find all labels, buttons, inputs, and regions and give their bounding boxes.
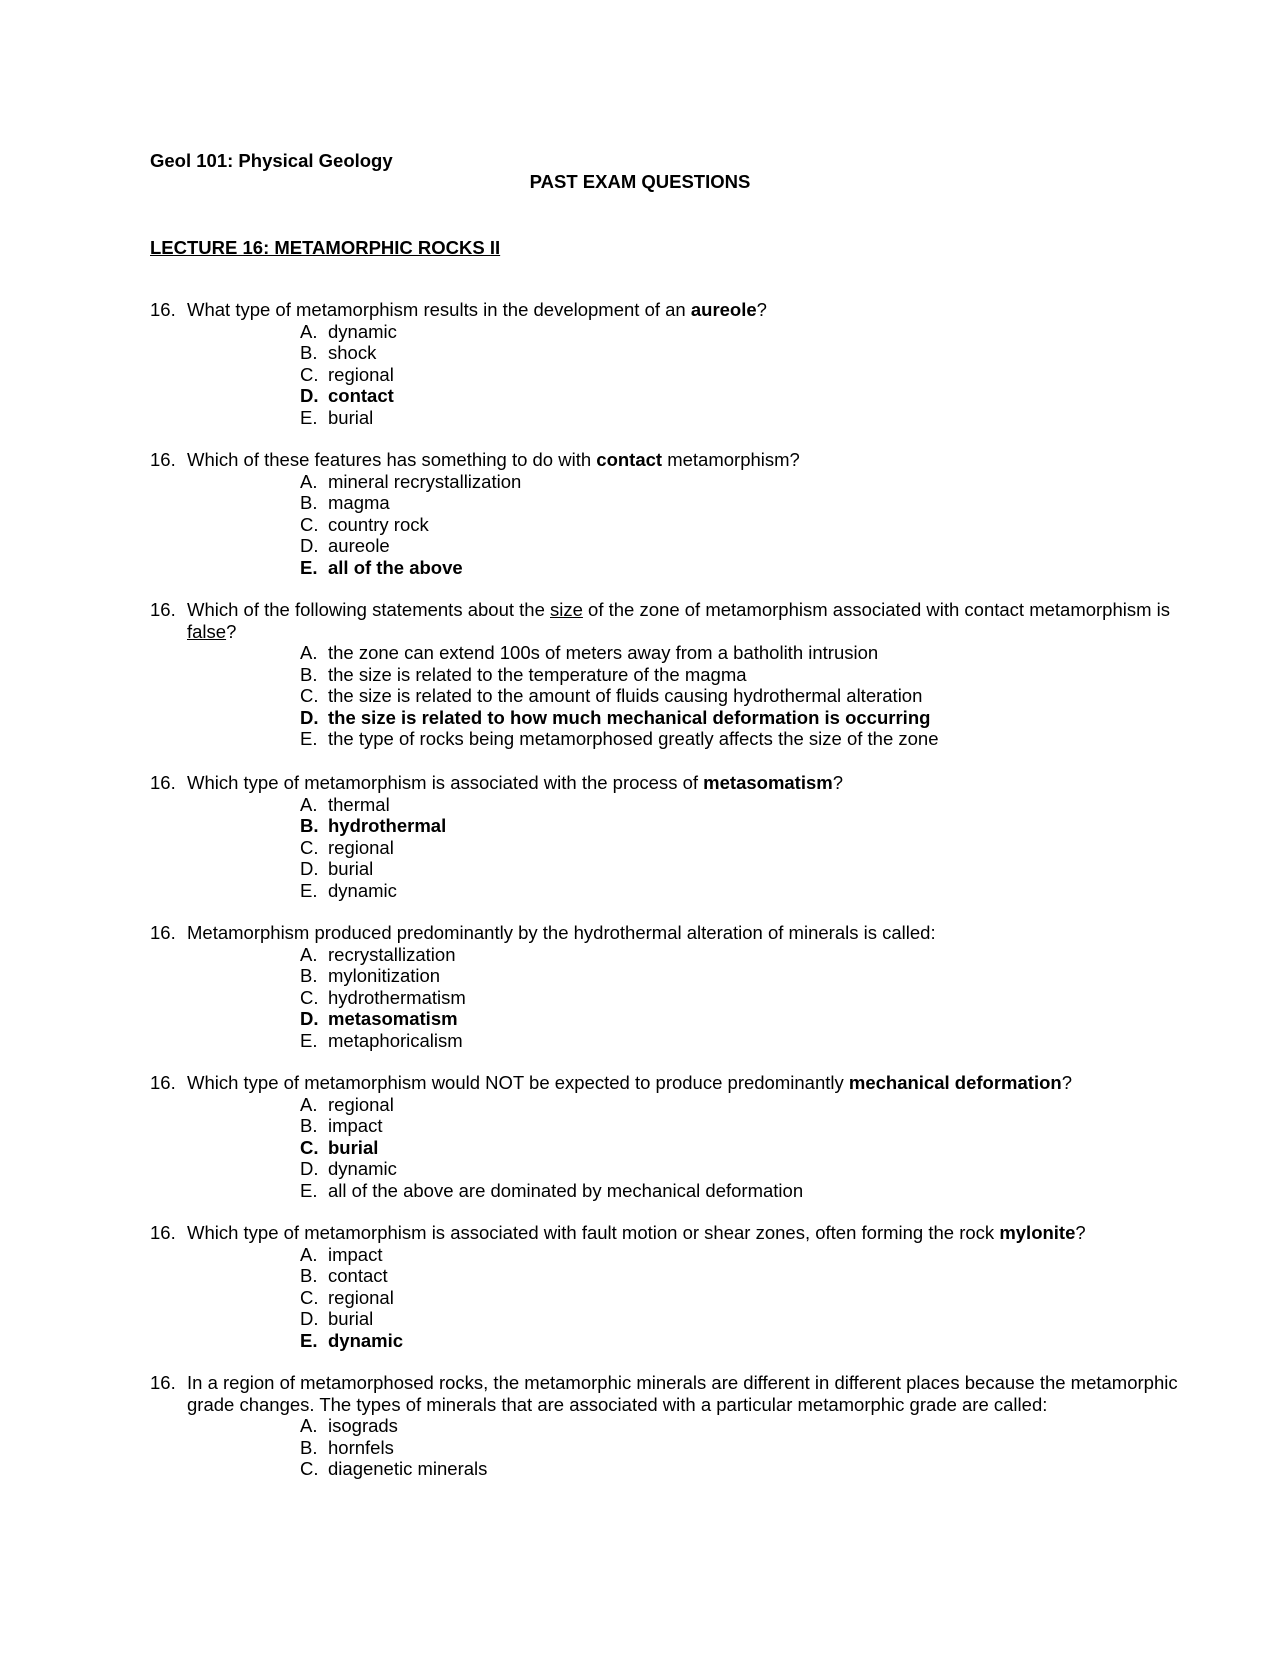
option-text: magma [328, 492, 390, 513]
lecture-heading: LECTURE 16: METAMORPHIC ROCKS II [150, 237, 501, 258]
option-letter: A. [300, 943, 318, 965]
answer-option [150, 1308, 1190, 1330]
answer-option [150, 1287, 1190, 1309]
question-text: ? [756, 299, 767, 320]
question-number: 16. [150, 599, 176, 620]
option-letter: B. [300, 492, 318, 513]
option-letter: C. [300, 1286, 319, 1308]
option-letter: B. [300, 965, 318, 986]
option-text: shock [328, 342, 377, 363]
option-text: mylonitization [328, 965, 441, 986]
question-stem [150, 449, 1190, 471]
option-letter: D. [300, 1308, 319, 1329]
question-text: ? [832, 772, 844, 793]
answer-option-correct [150, 1330, 1190, 1352]
answer-option [150, 794, 1190, 816]
question-text: Metamorphism produced predominantly by the hydrothermal alteration of minerals is called: [187, 922, 936, 943]
option-letter: C. [300, 513, 319, 535]
option-letter: B. [300, 815, 319, 836]
question-text: Which type of metamorphism is associated with fault motion or shear zones, often forming the rock [187, 1222, 1000, 1243]
key-term: metasomatism [703, 772, 833, 793]
option-text: the size is related to how much mechanical deformation is occurring [328, 706, 931, 728]
option-text: contact [328, 1265, 388, 1286]
key-term: mylonite [999, 1222, 1076, 1243]
option-text: mineral recrystallization [328, 470, 522, 492]
question-text: ? [1075, 1222, 1086, 1243]
answer-option [150, 1265, 1190, 1287]
answer-option-correct [150, 557, 1190, 579]
option-letter: E. [300, 879, 318, 901]
option-text: dynamic [328, 320, 397, 342]
answer-option [150, 944, 1190, 966]
option-letter: D. [300, 385, 319, 406]
option-text: aureole [328, 535, 390, 556]
option-text: thermal [328, 793, 390, 815]
answer-option [150, 965, 1190, 987]
question-stem [150, 599, 1190, 642]
option-letter: C. [300, 836, 319, 858]
question-text: Which type of metamorphism is associated with the process of [187, 772, 704, 793]
question-text: ? [226, 620, 237, 642]
option-letter: B. [300, 663, 318, 685]
answer-option [150, 492, 1190, 514]
question-item [150, 1222, 1190, 1351]
question-item [150, 922, 1190, 1051]
option-letter: E. [300, 728, 318, 749]
question-stem [150, 1072, 1190, 1094]
question-number: 16. [150, 299, 176, 320]
question-text: metamorphism? [662, 449, 800, 470]
emphasized-text: size [550, 599, 583, 620]
option-text: all of the above [328, 556, 463, 578]
question-number: 16. [150, 449, 176, 470]
answer-option [150, 987, 1190, 1009]
question-text: ? [1061, 1072, 1072, 1093]
answer-option [150, 1158, 1190, 1180]
option-letter: D. [300, 1008, 319, 1029]
answer-option [150, 1244, 1190, 1266]
question-number: 16. [150, 1222, 176, 1243]
option-text: metasomatism [328, 1008, 458, 1029]
option-letter: A. [300, 1093, 318, 1115]
answer-option-correct [150, 707, 1190, 729]
option-text: burial [328, 1308, 374, 1329]
answer-option-correct [150, 815, 1190, 837]
question-text: of the zone of metamorphism associated with contact metamorphism is [582, 599, 1171, 620]
answer-option [150, 471, 1190, 493]
option-letter: D. [300, 535, 319, 556]
option-letter: C. [300, 685, 319, 706]
option-text: dynamic [328, 879, 397, 901]
option-text: hydrothermatism [328, 986, 466, 1008]
answer-option [150, 1415, 1190, 1437]
key-term: aureole [690, 299, 757, 320]
option-text: dynamic [328, 1158, 397, 1179]
answer-option [150, 364, 1190, 386]
question-text: Which of the following statements about the [187, 599, 551, 620]
answer-option [150, 685, 1190, 707]
option-letter: D. [300, 1158, 319, 1179]
course-title: Geol 101: Physical Geology [150, 150, 393, 171]
option-letter: D. [300, 706, 319, 728]
question-text: What type of metamorphism results in the development of an [187, 299, 691, 320]
question-number: 16. [150, 1372, 176, 1393]
option-text: country rock [328, 513, 429, 535]
answer-option [150, 1094, 1190, 1116]
answer-option [150, 1115, 1190, 1137]
option-text: metaphoricalism [328, 1029, 463, 1051]
answer-option [150, 1458, 1190, 1480]
option-text: burial [328, 1136, 379, 1158]
question-item [150, 772, 1190, 901]
option-text: the size is related to the temperature of the magma [328, 663, 747, 685]
option-text: burial [328, 406, 374, 428]
option-letter: D. [300, 858, 319, 879]
document-title: PAST EXAM QUESTIONS [529, 171, 751, 192]
answer-option [150, 1437, 1190, 1459]
question-stem [150, 772, 1190, 794]
answer-option [150, 342, 1190, 364]
option-text: the size is related to the amount of fluids causing hydrothermal alteration [328, 685, 923, 706]
answer-option [150, 535, 1190, 557]
option-letter: B. [300, 1436, 318, 1458]
answer-option [150, 642, 1190, 664]
option-letter: E. [300, 556, 318, 578]
option-letter: C. [300, 986, 319, 1008]
question-stem [150, 1372, 1190, 1415]
option-text: hornfels [328, 1436, 394, 1458]
option-text: impact [328, 1243, 383, 1265]
option-text: regional [328, 836, 394, 858]
answer-option [150, 837, 1190, 859]
question-text: Which of these features has something to do with [187, 449, 597, 470]
answer-option [150, 1030, 1190, 1052]
question-item [150, 599, 1190, 750]
option-letter: A. [300, 1415, 318, 1436]
option-letter: A. [300, 470, 318, 492]
answer-option [150, 407, 1190, 429]
question-text: Which type of metamorphism would NOT be expected to produce predominantly [187, 1072, 849, 1093]
option-text: diagenetic minerals [328, 1458, 488, 1479]
option-letter: A. [300, 320, 318, 342]
option-letter: A. [300, 642, 318, 663]
option-letter: E. [300, 1329, 318, 1351]
answer-option [150, 1180, 1190, 1202]
answer-option-correct [150, 385, 1190, 407]
option-text: regional [328, 1286, 394, 1308]
option-letter: B. [300, 1265, 318, 1286]
question-stem [150, 299, 1190, 321]
option-text: regional [328, 363, 394, 385]
question-stem [150, 922, 1190, 944]
answer-option [150, 858, 1190, 880]
option-letter: C. [300, 1136, 319, 1158]
answer-option [150, 514, 1190, 536]
question-text: In a region of metamorphosed rocks, the metamorphic minerals are different in different places because the metamorphic grade changes. The types of minerals that are associated with a particular metamorphic grade are called: [187, 1372, 1178, 1415]
option-letter: C. [300, 363, 319, 385]
option-text: dynamic [328, 1329, 404, 1351]
option-text: hydrothermal [328, 815, 447, 836]
option-text: regional [328, 1093, 394, 1115]
question-number: 16. [150, 772, 176, 793]
option-letter: B. [300, 1115, 318, 1136]
answer-option-correct [150, 1008, 1190, 1030]
option-letter: E. [300, 1179, 318, 1201]
answer-option [150, 880, 1190, 902]
option-text: all of the above are dominated by mechanical deformation [328, 1179, 804, 1201]
question-item [150, 1372, 1190, 1480]
answer-option [150, 321, 1190, 343]
answer-option [150, 664, 1190, 686]
question-item [150, 449, 1190, 578]
emphasized-text: false [187, 620, 227, 642]
question-number: 16. [150, 922, 176, 943]
option-text: burial [328, 858, 374, 879]
option-text: impact [328, 1115, 383, 1136]
answer-option-correct [150, 1137, 1190, 1159]
question-item [150, 299, 1190, 428]
option-letter: C. [300, 1458, 319, 1479]
option-text: contact [328, 385, 394, 406]
question-number: 16. [150, 1072, 176, 1093]
option-letter: E. [300, 406, 318, 428]
key-term: contact [596, 449, 663, 470]
option-letter: E. [300, 1029, 318, 1051]
option-text: the type of rocks being metamorphosed greatly affects the size of the zone [328, 728, 939, 749]
key-term: mechanical deformation [848, 1072, 1062, 1093]
option-letter: B. [300, 342, 318, 363]
option-text: the zone can extend 100s of meters away from a batholith intrusion [328, 642, 879, 663]
option-letter: A. [300, 1243, 318, 1265]
question-item [150, 1072, 1190, 1201]
answer-option [150, 728, 1190, 750]
option-text: isograds [328, 1415, 398, 1436]
option-letter: A. [300, 793, 318, 815]
question-stem [150, 1222, 1190, 1244]
option-text: recrystallization [328, 943, 456, 965]
